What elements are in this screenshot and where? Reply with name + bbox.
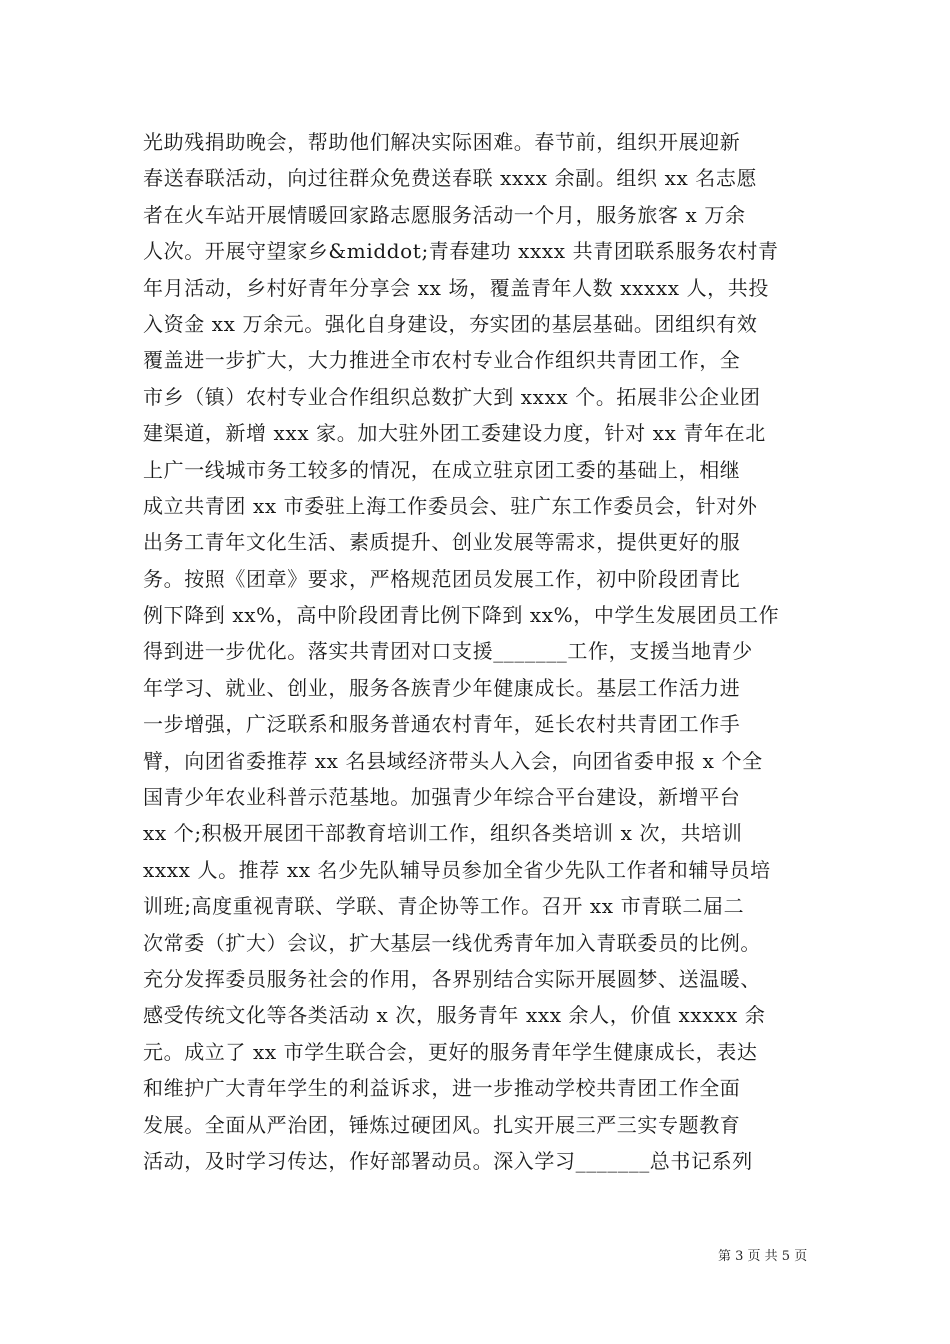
text-line: 覆盖进一步扩大，大力推进全市农村专业合作组织共青团工作，全 <box>143 348 741 373</box>
text-line: 上广一线城市务工较多的情况，在成立驻京团工委的基础上，相继 <box>143 457 741 482</box>
text-line: 元。成立了 xx 市学生联合会，更好的服务青年学生健康成长，表达 <box>143 1039 758 1064</box>
text-line: 例下降到 xx%，高中阶段团青比例下降到 xx%，中学生发展团员工作 <box>143 603 780 628</box>
text-line: 一步增强，广泛联系和服务普通农村青年，延长农村共青团工作手 <box>143 712 741 737</box>
text-line: 感受传统文化等各类活动 x 次，服务青年 xxx 余人，价值 xxxxx 余 <box>143 1003 766 1028</box>
text-line: xx 个;积极开展团干部教育培训工作，组织各类培训 x 次，共培训 <box>143 821 743 846</box>
text-line: 光助残捐助晚会，帮助他们解决实际困难。春节前，组织开展迎新 <box>143 130 741 154</box>
text-line: 人次。开展守望家乡&middot;青春建功 xxxx 共青团联系服务农村青 <box>143 239 779 264</box>
text-line: 年学习、就业、创业，服务各族青少年健康成长。基层工作活力进 <box>143 675 741 700</box>
text-line: 建渠道，新增 xxx 家。加大驻外团工委建设力度，针对 xx 青年在北 <box>143 421 766 446</box>
text-line: 春送春联活动，向过往群众免费送春联 xxxx 余副。组织 xx 名志愿 <box>143 166 758 191</box>
text-line: 入资金 xx 万余元。强化自身建设，夯实团的基层基础。团组织有效 <box>143 311 758 336</box>
text-line: 年月活动，乡村好青年分享会 xx 场，覆盖青年人数 xxxxx 人，共投 <box>143 275 769 300</box>
text-line: 发展。全面从严治团，锤炼过硬团风。扎实开展三严三实专题教育 <box>143 1112 741 1137</box>
text-line: 和维护广大青年学生的利益诉求，进一步推动学校共青团工作全面 <box>143 1076 741 1101</box>
text-line: 市乡（镇）农村专业合作组织总数扩大到 xxxx 个。拓展非公企业团 <box>143 384 761 409</box>
text-line: 出务工青年文化生活、素质提升、创业发展等需求，提供更好的服 <box>143 530 741 555</box>
body-text <box>143 124 823 1179</box>
text-line: 活动，及时学习传达，作好部署动员。深入学习_______总书记系列 <box>143 1148 753 1173</box>
text-line: 充分发挥委员服务社会的作用，各界别结合实际开展圆梦、送温暖、 <box>143 966 761 991</box>
text-line: 务。按照《团章》要求，严格规范团员发展工作，初中阶段团青比 <box>143 566 741 591</box>
text-line: xxxx 人。推荐 xx 名少先队辅导员参加全省少先队工作者和辅导员培 <box>143 857 771 882</box>
text-line: 得到进一步优化。落实共青团对口支援_______工作，支援当地青少 <box>143 639 753 664</box>
text-line: 国青少年农业科普示范基地。加强青少年综合平台建设，新增平台 <box>143 785 741 810</box>
page-number-footer: 第 3 页 共 5 页 <box>718 1249 808 1264</box>
text-line: 训班;高度重视青联、学联、青企协等工作。召开 xx 市青联二届二 <box>143 894 745 919</box>
text-line: 成立共青团 xx 市委驻上海工作委员会、驻广东工作委员会，针对外 <box>143 493 758 518</box>
text-line: 次常委（扩大）会议，扩大基层一线优秀青年加入青联委员的比例。 <box>143 930 761 955</box>
text-line: 臂，向团省委推荐 xx 名县域经济带头人入会，向团省委申报 x 个全 <box>143 748 763 773</box>
text-line: 者在火车站开展情暖回家路志愿服务活动一个月，服务旅客 x 万余 <box>143 202 746 227</box>
